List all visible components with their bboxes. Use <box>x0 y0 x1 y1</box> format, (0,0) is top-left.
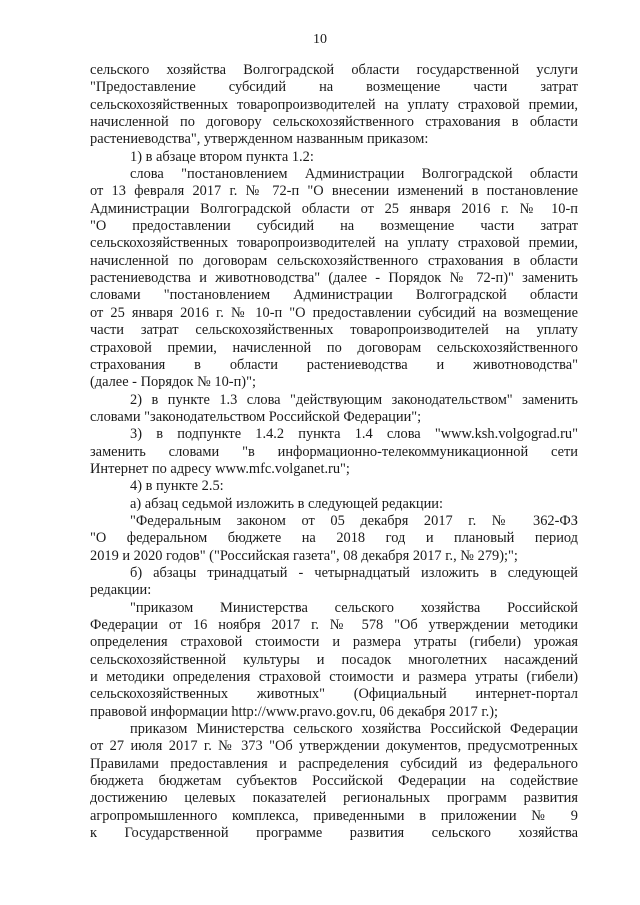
text-line: Администрации Волгоградской области от 25 января 2016 г. № 10-п <box>90 200 578 217</box>
document-body <box>90 62 578 842</box>
text-line: редакции: <box>90 582 152 599</box>
text-line: сельскохозяйственных животных" (Официальный интернет-портал <box>90 686 578 703</box>
text-line: к Государственной программе развития сельского хозяйства <box>90 825 578 842</box>
text-line: растениеводства и животноводства" (далее - Порядок № 72-п)" заменить <box>90 270 578 287</box>
text-line: сельскохозяйственных товаропроизводителей на уплату страховой премии, <box>90 235 578 252</box>
text-line: словами "законодательством Российской Федерации"; <box>90 408 422 425</box>
text-line: 2) в пункте 1.3 слова "действующим законодательством" заменить <box>130 391 578 408</box>
text-line: от 27 июля 2017 г. № 373 "Об утверждении документов, предусмотренных <box>90 738 578 755</box>
text-line: определения страховой стоимости и размера утраты (гибели) урожая <box>90 634 578 651</box>
text-line: сельского хозяйства Волгоградской области государственной услуги <box>90 62 578 78</box>
text-line: 1) в абзаце втором пункта 1.2: <box>130 148 314 165</box>
text-line: "О федеральном бюджете на 2018 год и плановый период <box>90 530 578 547</box>
text-line: страховой премии, начисленной по договорам сельскохозяйственного <box>90 339 578 356</box>
text-line: 2019 и 2020 годов" ("Российская газета", 08 декабря 2017 г., № 279);"; <box>90 547 518 564</box>
text-line: начисленной по договору сельскохозяйственного страхования в области <box>90 114 578 131</box>
text-line: (далее - Порядок № 10-п)"; <box>90 374 256 391</box>
text-line: "Федеральным законом от 05 декабря 2017 г. № 362-ФЗ <box>130 512 578 529</box>
page-number: 10 <box>313 32 327 47</box>
text-line: части затрат сельскохозяйственных товаропроизводителей на уплату <box>90 322 578 339</box>
text-line: и методики определения страховой стоимости и размера утраты (гибели) <box>90 669 578 686</box>
text-line: заменить словами "в информационно-телекоммуникационной сети <box>90 443 578 460</box>
text-line: приказом Министерства сельского хозяйства Российской Федерации <box>130 721 578 738</box>
text-line: страхования в области растениеводства и животноводства" <box>90 356 578 373</box>
text-line: сельскохозяйственной культуры и посадок многолетних насаждений <box>90 651 578 668</box>
text-line: Федерации от 16 ноября 2017 г. № 578 "Об утверждении методики <box>90 617 578 633</box>
text-line: "приказом Министерства сельского хозяйства Российской <box>130 599 578 616</box>
text-line: начисленной по договорам сельскохозяйственного страхования в области <box>90 252 578 269</box>
text-line: достижению целевых показателей региональных программ развития <box>90 790 578 807</box>
text-line: 3) в подпункте 1.4.2 пункта 1.4 слова "www.ksh.volgograd.ru" <box>130 426 578 443</box>
text-line: слова "постановлением Администрации Волгоградской области <box>130 166 578 183</box>
text-line: Правилами предоставления и распределения субсидий из федерального <box>90 755 578 772</box>
text-line: "Предоставление субсидий на возмещение части затрат <box>90 79 578 96</box>
text-line: правовой информации http://www.pravo.gov.ru, 06 декабря 2017 г.); <box>90 703 499 720</box>
text-line: б) абзацы тринадцатый - четырнадцатый изложить в следующей <box>130 564 578 581</box>
text-line: а) абзац седьмой изложить в следующей редакции: <box>130 495 443 512</box>
text-line: от 25 января 2016 г. № 10-п "О предоставлении субсидий на возмещение <box>90 304 578 321</box>
text-line: Интернет по адресу www.mfc.volganet.ru"; <box>90 460 350 477</box>
text-line: сельскохозяйственных товаропроизводителей на уплату страховой премии, <box>90 96 578 113</box>
text-line: от 13 февраля 2017 г. № 72-п "О внесении изменений в постановление <box>90 183 578 200</box>
text-line: бюджета бюджетам субъектов Российской Федерации на содействие <box>90 773 578 790</box>
text-line: растениеводства", утвержденном названным приказом: <box>90 131 429 148</box>
text-line: "О предоставлении субсидий на возмещение части затрат <box>90 218 578 235</box>
text-line: агропромышленного комплекса, приведенными в приложении № 9 <box>90 807 578 824</box>
text-line: словами "постановлением Администрации Волгоградской области <box>90 287 578 304</box>
text-line: 4) в пункте 2.5: <box>130 478 224 495</box>
